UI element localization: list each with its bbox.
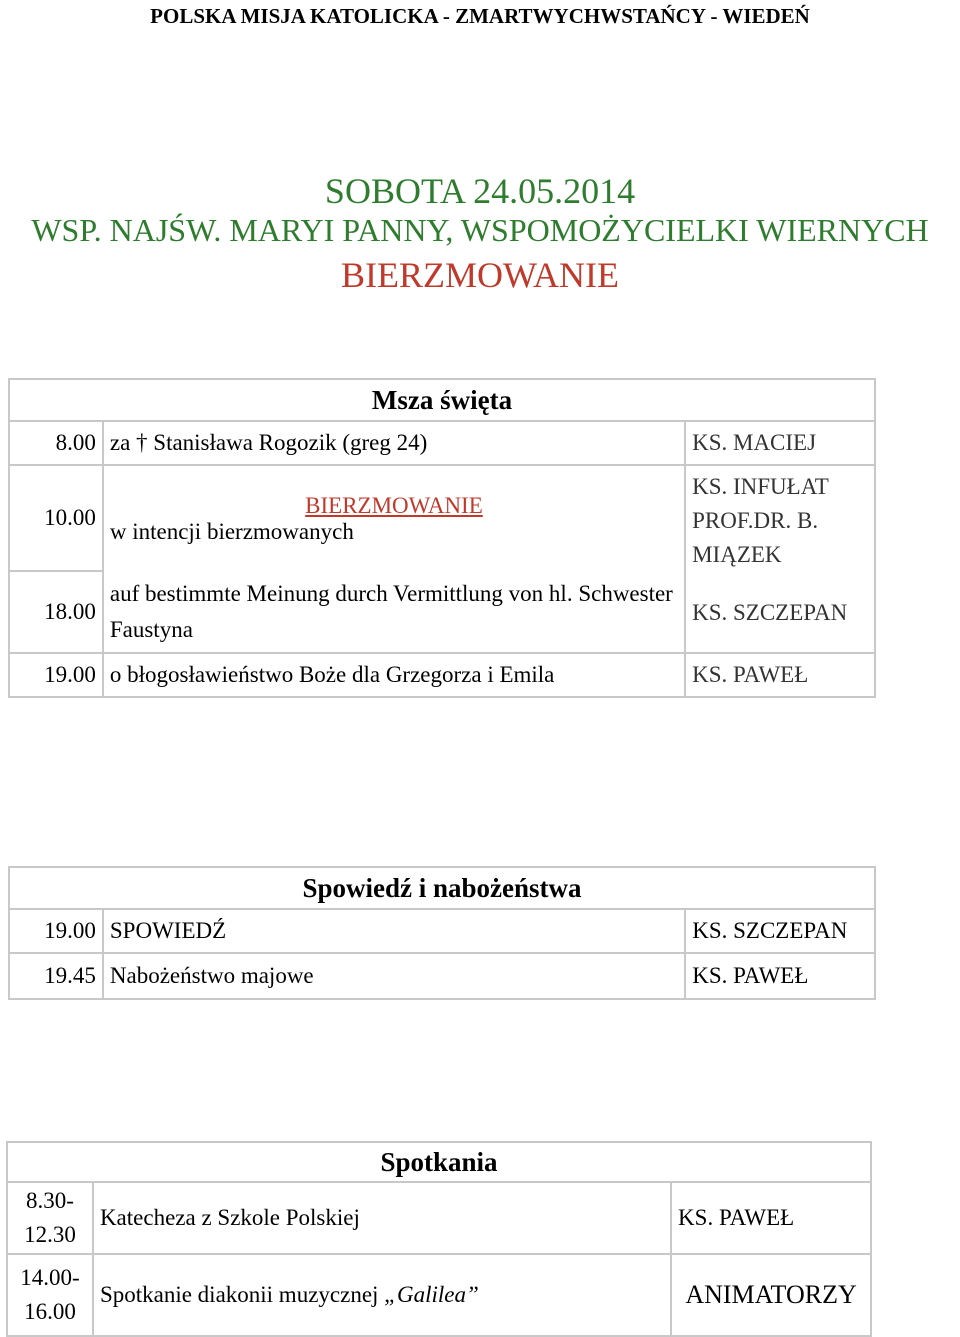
meeting-group-name: „Galilea” xyxy=(384,1282,479,1307)
mass-time: 19.00 xyxy=(9,653,103,697)
confession-time: 19.45 xyxy=(9,953,103,999)
meeting-time: 8.30- 12.30 xyxy=(7,1182,93,1254)
confirmation-label: BIERZMOWANIE xyxy=(305,492,483,518)
meetings-title: Spotkania xyxy=(7,1142,871,1182)
table-row xyxy=(7,1254,871,1336)
day-date: SOBOTA 24.05.2014 xyxy=(324,171,636,211)
meetings-table xyxy=(6,1141,872,1337)
meetings-title-row xyxy=(7,1142,871,1182)
table-row xyxy=(9,909,875,953)
meeting-time: 14.00- 16.00 xyxy=(7,1254,93,1336)
mass-title-row xyxy=(9,379,875,421)
mass-priest: KS. PAWEŁ xyxy=(685,653,875,697)
mass-title: Msza święta xyxy=(9,379,875,421)
meeting-text-cell xyxy=(93,1254,671,1336)
mass-intention: za † Stanisława Rogozik (greg 24) xyxy=(103,421,685,465)
confession-priest: KS. PAWEŁ xyxy=(685,953,875,999)
day-feast: WSP. NAJŚW. MARYI PANNY, WSPOMOŻYCIELKI WIERNYCH xyxy=(31,212,929,248)
mass-time: 18.00 xyxy=(9,571,103,653)
confession-table xyxy=(8,866,876,1000)
confession-priest: KS. SZCZEPAN xyxy=(685,909,875,953)
mass-priest: KS. SZCZEPAN xyxy=(692,600,848,625)
day-event: BIERZMOWANIE xyxy=(341,255,619,295)
mass-table xyxy=(8,378,876,698)
meeting-text: Katecheza z Szkole Polskiej xyxy=(93,1182,671,1254)
table-row xyxy=(9,421,875,465)
mass-priest: KS. MACIEJ xyxy=(685,421,875,465)
table-row xyxy=(9,953,875,999)
confession-title: Spowiedź i nabożeństwa xyxy=(9,867,875,909)
mass-intention-cell xyxy=(103,465,685,571)
confession-text: SPOWIEDŹ xyxy=(103,909,685,953)
confession-title-row xyxy=(9,867,875,909)
mass-priest: KS. INFUŁAT PROF.DR. B. MIĄZEK xyxy=(692,474,829,567)
mass-intention: auf bestimmte Meinung durch Vermittlung von hl. Schwester Faustyna xyxy=(103,571,685,653)
mass-intention: o błogosławieństwo Boże dla Grzegorza i Emila xyxy=(103,653,685,697)
confession-time: 19.00 xyxy=(9,909,103,953)
confession-text: Nabożeństwo majowe xyxy=(103,953,685,999)
table-row xyxy=(9,465,875,571)
mass-intention: w intencji bierzmowanych xyxy=(109,518,354,544)
mass-priest-cell xyxy=(685,465,875,653)
meeting-who: KS. PAWEŁ xyxy=(671,1182,871,1254)
meeting-who: ANIMATORZY xyxy=(671,1254,871,1336)
page-header: POLSKA MISJA KATOLICKA - ZMARTWYCHWSTAŃCY - WIEDEŃ xyxy=(150,4,810,28)
meeting-text: Spotkanie diakonii muzycznej xyxy=(99,1282,385,1307)
table-row xyxy=(7,1182,871,1254)
mass-time: 10.00 xyxy=(9,465,103,571)
table-row xyxy=(9,653,875,697)
mass-time: 8.00 xyxy=(9,421,103,465)
